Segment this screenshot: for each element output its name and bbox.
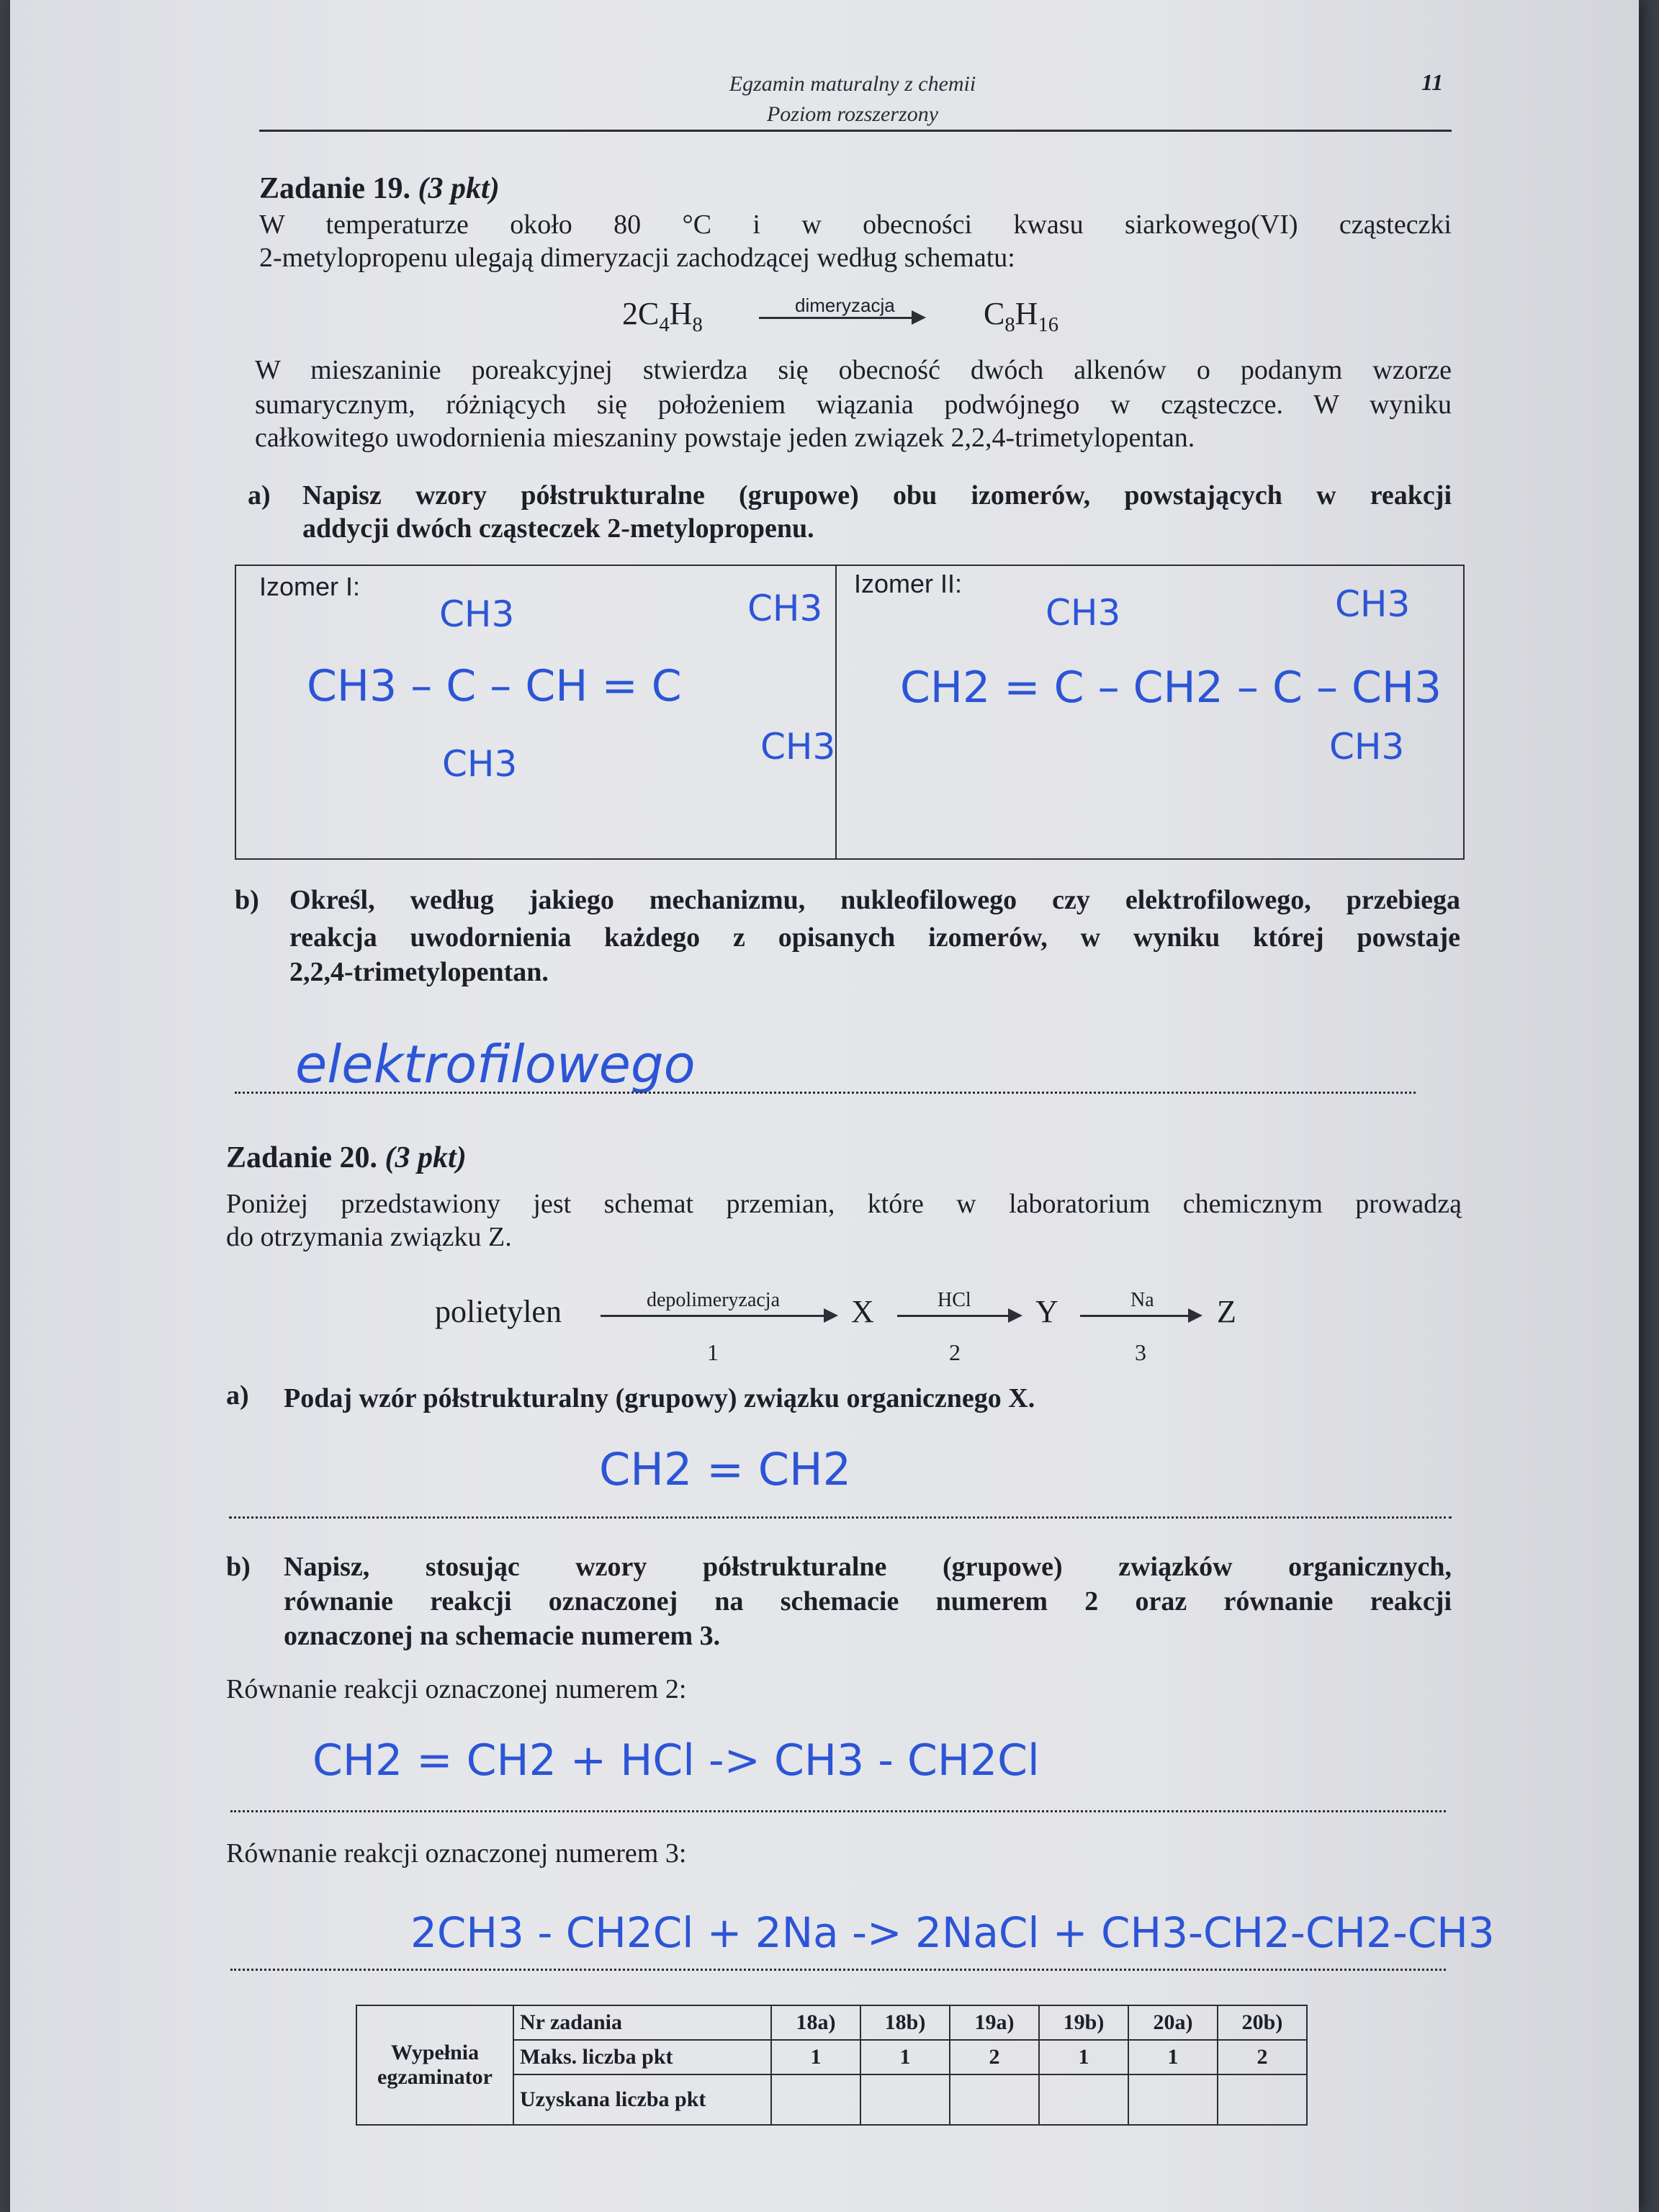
score-max-cell: 1 [1128,2040,1218,2074]
score-obtained-cell[interactable] [860,2074,950,2125]
header-title: Egzamin maturalny z chemii [729,72,976,96]
header-rule [259,130,1452,132]
score-task-cell: 18b) [860,2005,950,2040]
score-task-cell: 18a) [771,2005,860,2040]
isomer1-right-top-ch3: CH3 [747,588,823,629]
task20-intro-line2: do otrzymania związku Z. [226,1222,512,1252]
scheme-arrow3-label: Na [1130,1289,1154,1311]
scheme-arrow3-number: 3 [1135,1339,1146,1365]
scheme-arrow2-number: 2 [949,1339,961,1365]
task19-para-line2: sumarycznym, różniących się położeniem wiązania podwójnego w cząsteczce. W wyniku [255,390,1452,420]
score-task-cell: 20b) [1218,2005,1307,2040]
scheme-arrow1-number: 1 [707,1339,719,1365]
scheme-arrow2-label: HCl [938,1289,971,1311]
score-max-cell: 2 [950,2040,1039,2074]
scheme-x: X [851,1294,874,1329]
score-obtained-cell[interactable] [1128,2074,1218,2125]
task19-para-line3: całkowitego uwodornienia mieszaniny powstaje jeden związek 2,2,4-trimetylopentan. [255,423,1195,453]
score-row3-label: Uzyskana liczba pkt [513,2074,771,2125]
task19-para-line1: W mieszaninie poreakcyjnej stwierdza się obecność dwóch alkenów o podanym wzorze [255,355,1452,385]
isomer2-top-left-ch3: CH3 [1046,592,1121,634]
scheme-arrow2 [897,1315,1020,1317]
task19-intro-line1: W temperaturze około 80 °C i w obecności kwasu siarkowego(VI) cząsteczki [259,210,1452,240]
scheme-z: Z [1217,1294,1236,1329]
score-max-cell: 1 [860,2040,950,2074]
scheme-arrow1 [601,1315,835,1317]
task19b-answer-line [235,1092,1416,1094]
task19a-line1: Napisz wzory półstrukturalne (grupowe) obu izomerów, powstających w reakcji [302,480,1452,511]
isomer1-bottom-ch3: CH3 [442,743,518,785]
isomer2-bottom-right-ch3: CH3 [1329,726,1405,768]
exam-page [10,0,1639,2212]
isomer1-label: Izomer I: [259,572,361,601]
scheme-start: polietylen [435,1294,562,1329]
score-row1-label: Nr zadania [513,2005,771,2040]
score-obtained-cell[interactable] [771,2074,860,2125]
isomer-box-divider [835,566,837,858]
score-obtained-cell[interactable] [1218,2074,1307,2125]
task20b-line1: Napisz, stosując wzory półstrukturalne (grupowe) związków organicznych, [284,1552,1452,1582]
eq3-label: Równanie reakcji oznaczonej numerem 3: [226,1838,687,1869]
eq2-answer: CH2 = CH2 + HCl -> CH3 - CH2Cl [313,1735,1040,1786]
header-subtitle: Poziom rozszerzony [766,102,939,126]
eq2-label: Równanie reakcji oznaczonej numerem 2: [226,1674,687,1704]
isomer2-main-chain: CH2 = C – CH2 – C – CH3 [900,662,1442,713]
scheme-y: Y [1035,1294,1058,1329]
isomer1-main-chain: CH3 – C – CH = C [307,661,682,711]
score-max-cell: 1 [771,2040,860,2074]
task20a-answer: CH2 = CH2 [599,1443,852,1496]
isomer2-label: Izomer II: [854,569,963,598]
task19a-label: a) [248,480,271,511]
scheme-arrow1-label: depolimeryzacja [647,1289,781,1311]
task19b-label: b) [235,885,259,915]
task20a-label: a) [226,1380,249,1411]
isomer-answer-box [235,565,1465,860]
task19-equation-right: $C_8H_{16}$ [984,296,1059,336]
score-table-side-label: Wypełnia egzaminator [356,2005,513,2125]
task19-intro-line2: 2-metylopropenu ulegają dimeryzacji zachodzącej według schematu: [259,243,1015,273]
task19b-line3: 2,2,4-trimetylopentan. [289,957,549,987]
task20a-text: Podaj wzór półstrukturalny (grupowy) związku organicznego X. [284,1383,1035,1413]
score-max-cell: 2 [1218,2040,1307,2074]
page-number: 11 [1421,69,1444,95]
eq3-answer: 2CH3 - CH2Cl + 2Na -> 2NaCl + CH3-CH2-CH2-CH3 [410,1908,1495,1957]
task19a-line2: addycji dwóch cząsteczek 2-metylopropenu. [302,513,814,544]
task19-title: Zadanie 19. (3 pkt) [259,172,500,205]
score-obtained-cell[interactable] [1039,2074,1128,2125]
task20b-label: b) [226,1552,251,1582]
score-task-cell: 20a) [1128,2005,1218,2040]
score-obtained-cell[interactable] [950,2074,1039,2125]
task19-arrow-label: dimeryzacja [795,295,895,316]
task19-equation-left: $2C_4H_8$ [622,296,703,336]
task20-intro-line1: Poniżej przedstawiony jest schemat przemian, które w laboratorium chemicznym prowadzą [226,1189,1462,1219]
task19b-answer: elektrofilowego [295,1034,696,1094]
isomer1-top-ch3: CH3 [439,593,515,635]
eq2-answer-line [230,1810,1446,1812]
eq3-answer-line [230,1969,1446,1971]
page-header [601,69,1105,130]
isomer1-right-bottom-ch3: CH3 [760,726,836,768]
task20b-line2: równanie reakcji oznaczonej na schemacie numerem 2 oraz równanie reakcji [284,1586,1452,1617]
score-table [356,2005,1308,2126]
task20a-answer-line [229,1516,1452,1519]
scheme-arrow3 [1080,1315,1200,1317]
score-task-cell: 19b) [1039,2005,1128,2040]
task20-title: Zadanie 20. (3 pkt) [226,1141,467,1174]
task19b-line2: reakcja uwodornienia każdego z opisanych izomerów, w wyniku której powstaje [289,922,1460,953]
isomer2-top-right-ch3: CH3 [1335,583,1411,625]
score-row2-label: Maks. liczba pkt [513,2040,771,2074]
score-max-cell: 1 [1039,2040,1128,2074]
task20b-line3: oznaczonej na schemacie numerem 3. [284,1621,721,1651]
score-task-cell: 19a) [950,2005,1039,2040]
task19b-line1: Określ, według jakiego mechanizmu, nukleofilowego czy elektrofilowego, przebiega [289,885,1460,915]
task19-arrow [759,317,923,319]
